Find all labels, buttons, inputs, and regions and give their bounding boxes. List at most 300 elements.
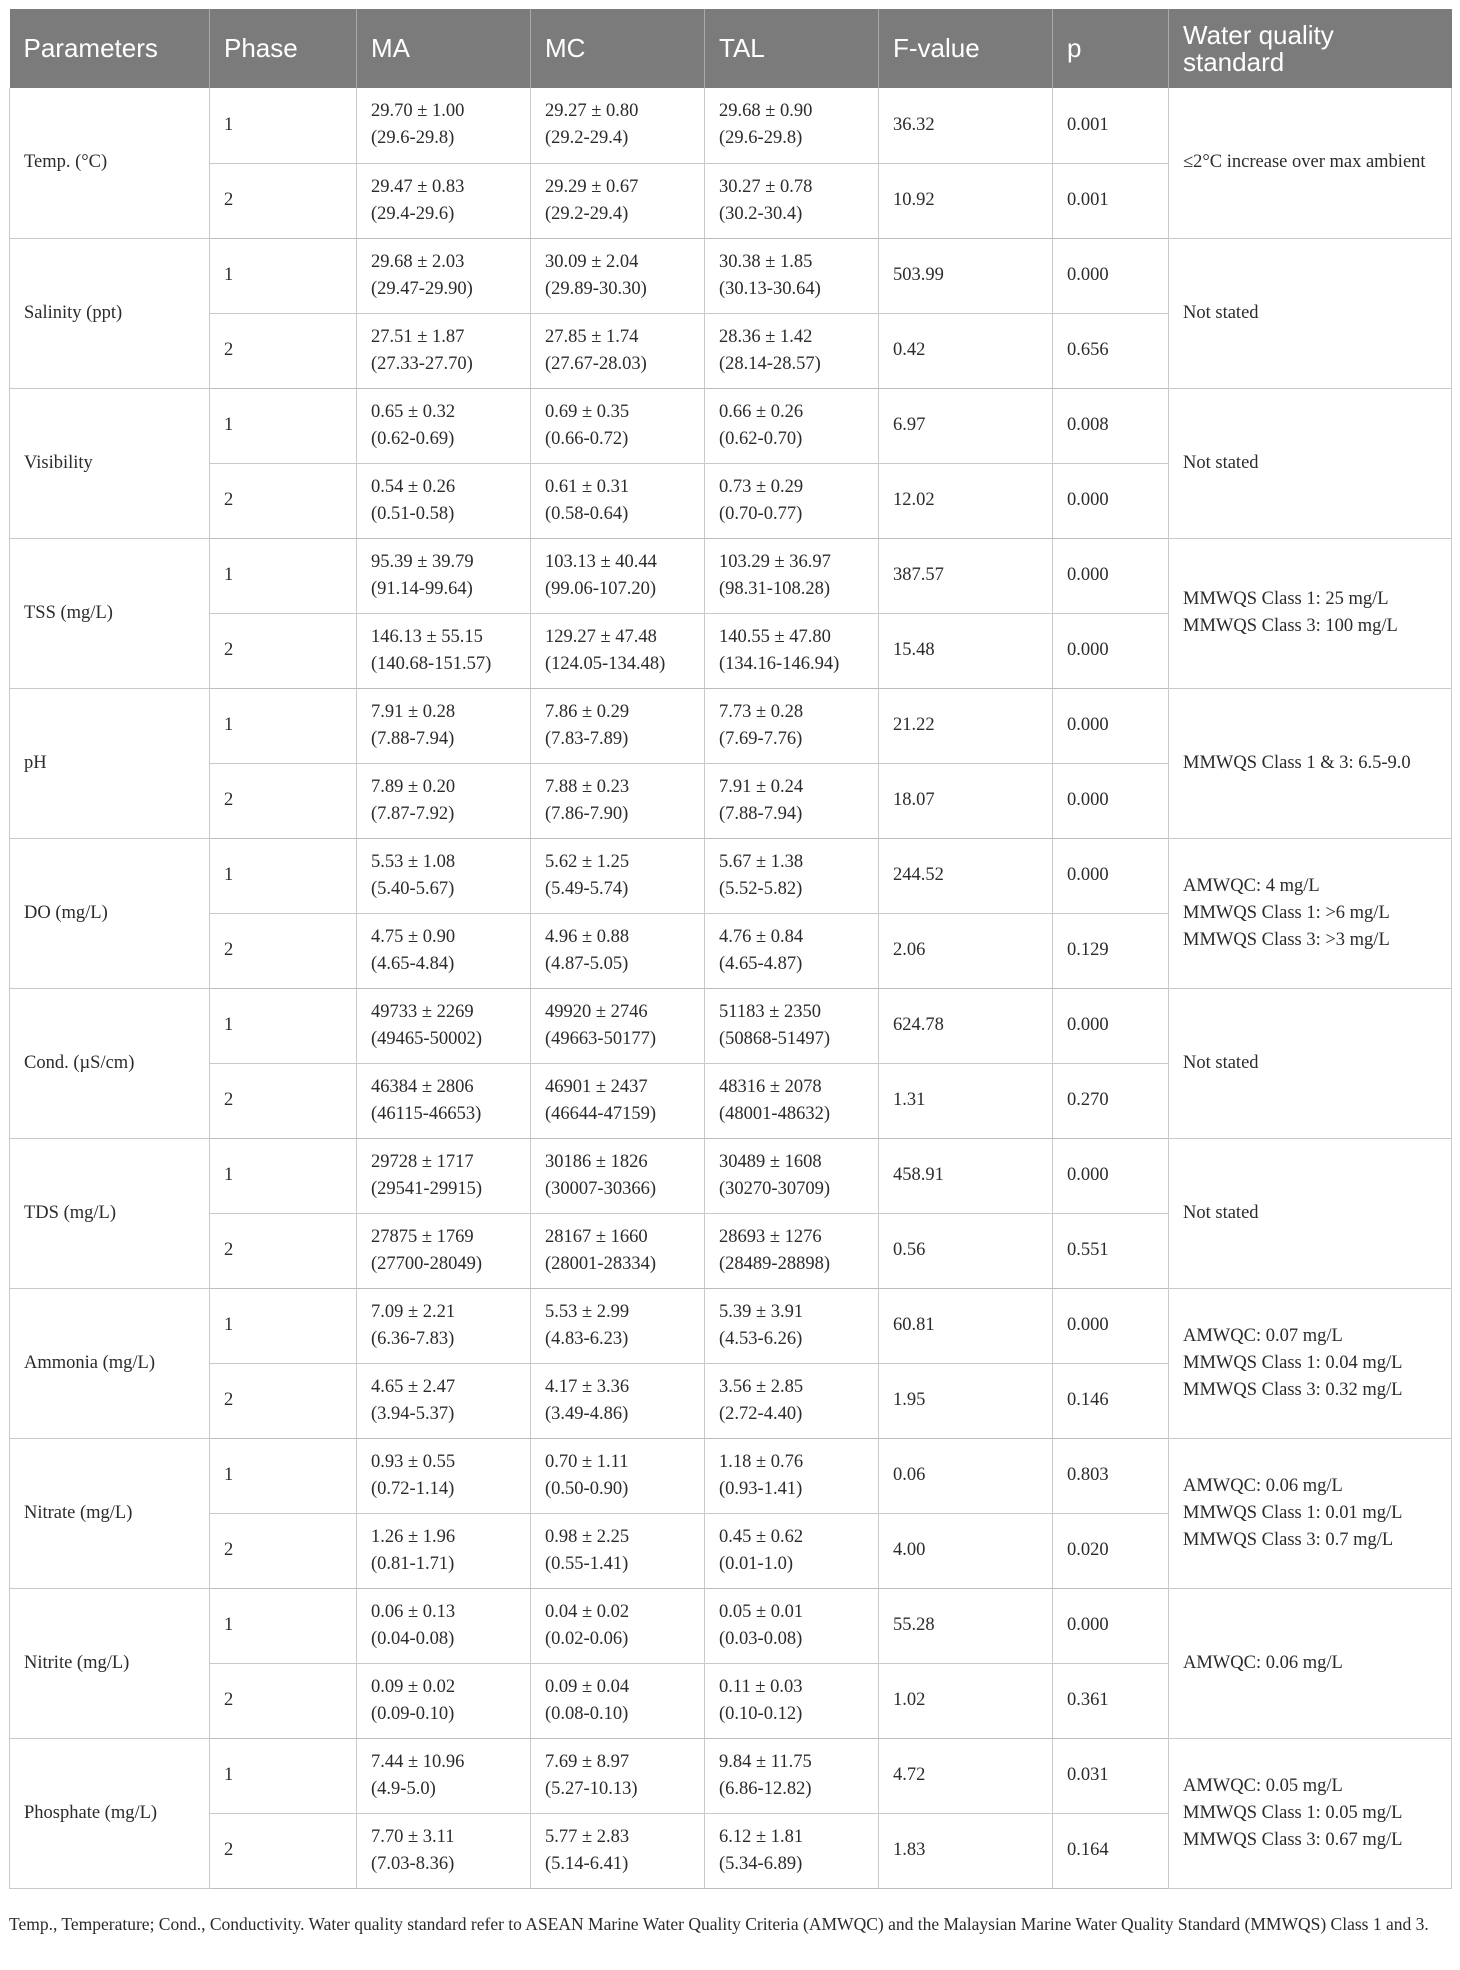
- mean-sd-text: 5.62 ± 1.25: [545, 851, 630, 872]
- standard-line: MMWQS Class 3: 100 mg/L: [1183, 616, 1398, 636]
- confidence-interval-text: (0.10-0.12): [719, 1703, 803, 1724]
- table-row: [10, 388, 1452, 463]
- phase-cell: 1: [210, 1738, 357, 1813]
- confidence-interval-text: (50868-51497): [719, 1028, 830, 1049]
- mean-sd-text: 29.70 ± 1.00: [371, 101, 465, 122]
- table-body: [10, 88, 1452, 1888]
- p-value-cell: 0.000: [1053, 763, 1169, 838]
- water-quality-standard-cell: [1169, 238, 1452, 388]
- standard-line: Not stated: [1183, 302, 1259, 323]
- mc-value-cell: [531, 1213, 705, 1288]
- f-value-cell: 387.57: [879, 538, 1053, 613]
- header-phase: Phase: [210, 9, 357, 88]
- phase-cell: 2: [210, 463, 357, 538]
- mean-sd-text: 0.73 ± 0.29: [719, 476, 804, 497]
- header-p: p: [1053, 9, 1169, 88]
- confidence-interval-text: (28001-28334): [545, 1253, 656, 1274]
- confidence-interval-text: (29.47-29.90): [371, 278, 473, 299]
- header-mc: MC: [531, 9, 705, 88]
- ma-value-cell: [357, 1588, 531, 1663]
- f-value-cell: 18.07: [879, 763, 1053, 838]
- ma-value-cell: [357, 463, 531, 538]
- f-value-cell: 36.32: [879, 88, 1053, 163]
- mc-value-cell: [531, 613, 705, 688]
- mean-sd-text: 29.68 ± 2.03: [371, 251, 465, 272]
- mean-sd-text: 0.06 ± 0.13: [371, 1601, 456, 1622]
- mean-sd-text: 29.47 ± 0.83: [371, 176, 465, 197]
- phase-cell: 2: [210, 163, 357, 238]
- mean-sd-text: 95.39 ± 39.79: [371, 551, 474, 572]
- mc-value-cell: [531, 313, 705, 388]
- mean-sd-text: 4.65 ± 2.47: [371, 1376, 456, 1397]
- confidence-interval-text: (30.13-30.64): [719, 278, 821, 299]
- confidence-interval-text: (29.2-29.4): [545, 128, 629, 149]
- confidence-interval-text: (28.14-28.57): [719, 353, 821, 374]
- tal-value-cell: [705, 988, 879, 1063]
- parameter-name-cell: Ammonia (mg/L): [10, 1288, 210, 1438]
- phase-cell: 2: [210, 1513, 357, 1588]
- phase-cell: 2: [210, 1363, 357, 1438]
- confidence-interval-text: (7.03-8.36): [371, 1853, 455, 1874]
- confidence-interval-text: (29.2-29.4): [545, 203, 629, 224]
- mean-sd-text: 30.27 ± 0.78: [719, 176, 813, 197]
- p-value-cell: 0.164: [1053, 1813, 1169, 1888]
- table-row: [10, 1738, 1452, 1813]
- mean-sd-text: 0.54 ± 0.26: [371, 476, 456, 497]
- confidence-interval-text: (7.88-7.94): [371, 728, 455, 749]
- confidence-interval-text: (5.49-5.74): [545, 878, 629, 899]
- mc-value-cell: [531, 988, 705, 1063]
- water-quality-standard-cell: [1169, 988, 1452, 1138]
- confidence-interval-text: (0.70-0.77): [719, 503, 803, 524]
- mean-sd-text: 1.26 ± 1.96: [371, 1526, 456, 1547]
- confidence-interval-text: (30.2-30.4): [719, 203, 803, 224]
- standard-line: MMWQS Class 3: >3 mg/L: [1183, 929, 1390, 950]
- mean-sd-text: 29.29 ± 0.67: [545, 176, 639, 197]
- table-row: [10, 1138, 1452, 1213]
- mean-sd-text: 1.18 ± 0.76: [719, 1451, 804, 1472]
- ma-value-cell: [357, 1813, 531, 1888]
- mean-sd-text: 0.69 ± 0.35: [545, 401, 630, 422]
- water-quality-standard-cell: [1169, 1588, 1452, 1738]
- phase-cell: 2: [210, 763, 357, 838]
- table-row: [10, 238, 1452, 313]
- mean-sd-text: 27875 ± 1769: [371, 1226, 474, 1247]
- mc-value-cell: [531, 88, 705, 163]
- mean-sd-text: 103.29 ± 36.97: [719, 551, 831, 572]
- mean-sd-text: 28.36 ± 1.42: [719, 326, 813, 347]
- standard-line: AMWQC: 0.07 mg/L: [1183, 1325, 1343, 1346]
- parameter-name-cell: TSS (mg/L): [10, 538, 210, 688]
- parameter-name-cell: Cond. (µS/cm): [10, 988, 210, 1138]
- confidence-interval-text: (0.55-1.41): [545, 1553, 629, 1574]
- f-value-cell: 4.00: [879, 1513, 1053, 1588]
- confidence-interval-text: (29.6-29.8): [371, 128, 455, 149]
- ma-value-cell: [357, 238, 531, 313]
- confidence-interval-text: (5.52-5.82): [719, 878, 803, 899]
- confidence-interval-text: (5.34-6.89): [719, 1853, 803, 1874]
- confidence-interval-text: (30270-30709): [719, 1178, 830, 1199]
- mean-sd-text: 0.66 ± 0.26: [719, 401, 804, 422]
- tal-value-cell: [705, 763, 879, 838]
- confidence-interval-text: (29.4-29.6): [371, 203, 455, 224]
- f-value-cell: 624.78: [879, 988, 1053, 1063]
- ma-value-cell: [357, 163, 531, 238]
- standard-line: Not stated: [1183, 1202, 1259, 1223]
- confidence-interval-text: (29541-29915): [371, 1178, 482, 1199]
- phase-cell: 1: [210, 1288, 357, 1363]
- ma-value-cell: [357, 1213, 531, 1288]
- parameter-name-cell: Nitrite (mg/L): [10, 1588, 210, 1738]
- f-value-cell: 0.42: [879, 313, 1053, 388]
- phase-cell: 2: [210, 1663, 357, 1738]
- water-quality-standard-cell: [1169, 1288, 1452, 1438]
- p-value-cell: 0.000: [1053, 988, 1169, 1063]
- tal-value-cell: [705, 1738, 879, 1813]
- mean-sd-text: 6.12 ± 1.81: [719, 1826, 804, 1847]
- ma-value-cell: [357, 538, 531, 613]
- mean-sd-text: 5.77 ± 2.83: [545, 1826, 630, 1847]
- confidence-interval-text: (0.62-0.69): [371, 428, 455, 449]
- mean-sd-text: 29.27 ± 0.80: [545, 101, 639, 122]
- confidence-interval-text: (6.36-7.83): [371, 1328, 455, 1349]
- standard-line: MMWQS Class 1: 0.01 mg/L: [1183, 1502, 1403, 1523]
- standard-line: MMWQS Class 1: 25 mg/L: [1183, 589, 1389, 609]
- tal-value-cell: [705, 313, 879, 388]
- header-water-quality-standard: Water quality standard: [1169, 9, 1452, 88]
- table-row: [10, 538, 1452, 613]
- mean-sd-text: 0.05 ± 0.01: [719, 1601, 804, 1622]
- phase-cell: 2: [210, 913, 357, 988]
- mc-value-cell: [531, 1363, 705, 1438]
- confidence-interval-text: (7.87-7.92): [371, 803, 455, 824]
- confidence-interval-text: (0.03-0.08): [719, 1628, 803, 1649]
- header-ma: MA: [357, 9, 531, 88]
- f-value-cell: 12.02: [879, 463, 1053, 538]
- phase-cell: 1: [210, 1438, 357, 1513]
- confidence-interval-text: (4.65-4.84): [371, 953, 455, 974]
- water-quality-standard-cell: [1169, 838, 1452, 988]
- table-row: [10, 1288, 1452, 1363]
- confidence-interval-text: (46115-46653): [371, 1103, 482, 1124]
- tal-value-cell: [705, 88, 879, 163]
- confidence-interval-text: (7.88-7.94): [719, 803, 803, 824]
- tal-value-cell: [705, 1663, 879, 1738]
- p-value-cell: 0.000: [1053, 688, 1169, 763]
- phase-cell: 2: [210, 1063, 357, 1138]
- f-value-cell: 2.06: [879, 913, 1053, 988]
- confidence-interval-text: (0.08-0.10): [545, 1703, 629, 1724]
- confidence-interval-text: (27700-28049): [371, 1253, 482, 1274]
- mc-value-cell: [531, 1288, 705, 1363]
- tal-value-cell: [705, 613, 879, 688]
- mean-sd-text: 0.09 ± 0.02: [371, 1676, 456, 1697]
- table-row: [10, 838, 1452, 913]
- ma-value-cell: [357, 1663, 531, 1738]
- parameter-name-cell: pH: [10, 688, 210, 838]
- p-value-cell: 0.656: [1053, 313, 1169, 388]
- confidence-interval-text: (0.62-0.70): [719, 428, 803, 449]
- p-value-cell: 0.000: [1053, 613, 1169, 688]
- confidence-interval-text: (2.72-4.40): [719, 1403, 803, 1424]
- tal-value-cell: [705, 838, 879, 913]
- f-value-cell: 1.95: [879, 1363, 1053, 1438]
- tal-value-cell: [705, 1813, 879, 1888]
- mean-sd-text: 0.93 ± 0.55: [371, 1451, 456, 1472]
- ma-value-cell: [357, 1438, 531, 1513]
- confidence-interval-text: (30007-30366): [545, 1178, 656, 1199]
- tal-value-cell: [705, 388, 879, 463]
- ma-value-cell: [357, 763, 531, 838]
- mc-value-cell: [531, 238, 705, 313]
- mean-sd-text: 0.09 ± 0.04: [545, 1676, 630, 1697]
- f-value-cell: 55.28: [879, 1588, 1053, 1663]
- ma-value-cell: [357, 1513, 531, 1588]
- mc-value-cell: [531, 1438, 705, 1513]
- standard-line: MMWQS Class 1: >6 mg/L: [1183, 902, 1390, 923]
- p-value-cell: 0.000: [1053, 538, 1169, 613]
- confidence-interval-text: (0.66-0.72): [545, 428, 629, 449]
- mean-sd-text: 9.84 ± 11.75: [719, 1751, 812, 1772]
- tal-value-cell: [705, 1513, 879, 1588]
- standard-line: Not stated: [1183, 452, 1259, 473]
- mc-value-cell: [531, 1063, 705, 1138]
- mean-sd-text: 5.53 ± 2.99: [545, 1301, 630, 1322]
- mean-sd-text: 30489 ± 1608: [719, 1151, 822, 1172]
- f-value-cell: 21.22: [879, 688, 1053, 763]
- mean-sd-text: 27.51 ± 1.87: [371, 326, 465, 347]
- mean-sd-text: 28167 ± 1660: [545, 1226, 648, 1247]
- phase-cell: 1: [210, 388, 357, 463]
- mean-sd-text: 4.76 ± 0.84: [719, 926, 804, 947]
- mean-sd-text: 7.89 ± 0.20: [371, 776, 456, 797]
- header-f-value: F-value: [879, 9, 1053, 88]
- phase-cell: 1: [210, 838, 357, 913]
- mean-sd-text: 7.86 ± 0.29: [545, 701, 630, 722]
- confidence-interval-text: (5.40-5.67): [371, 878, 455, 899]
- mc-value-cell: [531, 538, 705, 613]
- confidence-interval-text: (7.83-7.89): [545, 728, 629, 749]
- mean-sd-text: 4.75 ± 0.90: [371, 926, 456, 947]
- standard-line: MMWQS Class 3: 0.67 mg/L: [1183, 1829, 1403, 1850]
- tal-value-cell: [705, 1438, 879, 1513]
- standard-line: MMWQS Class 1: 0.05 mg/L: [1183, 1802, 1403, 1823]
- table-row: [10, 988, 1452, 1063]
- standard-line: AMWQC: 4 mg/L: [1183, 875, 1320, 896]
- water-quality-standard-cell: [1169, 88, 1452, 238]
- mean-sd-text: 51183 ± 2350: [719, 1001, 821, 1022]
- standard-line: MMWQS Class 3: 0.32 mg/L: [1183, 1379, 1403, 1400]
- confidence-interval-text: (48001-48632): [719, 1103, 830, 1124]
- mc-value-cell: [531, 1663, 705, 1738]
- confidence-interval-text: (140.68-151.57): [371, 653, 492, 674]
- mean-sd-text: 0.98 ± 2.25: [545, 1526, 630, 1547]
- ma-value-cell: [357, 613, 531, 688]
- ma-value-cell: [357, 1738, 531, 1813]
- ma-value-cell: [357, 838, 531, 913]
- confidence-interval-text: (0.01-1.0): [719, 1553, 793, 1574]
- f-value-cell: 15.48: [879, 613, 1053, 688]
- mc-value-cell: [531, 1138, 705, 1213]
- p-value-cell: 0.129: [1053, 913, 1169, 988]
- confidence-interval-text: (91.14-99.64): [371, 578, 473, 599]
- mean-sd-text: 30.38 ± 1.85: [719, 251, 813, 272]
- tal-value-cell: [705, 1288, 879, 1363]
- f-value-cell: 10.92: [879, 163, 1053, 238]
- ma-value-cell: [357, 913, 531, 988]
- table-footnote: Temp., Temperature; Cond., Conductivity. Water quality standard refer to ASEAN Marine Water Quality Criteria (AMWQC) and the Malaysian Marine Water Quality Standard (MMWQS) Class 1 and 3.: [9, 1914, 1429, 1934]
- ma-value-cell: [357, 1363, 531, 1438]
- p-value-cell: 0.031: [1053, 1738, 1169, 1813]
- mean-sd-text: 29.68 ± 0.90: [719, 101, 813, 122]
- mean-sd-text: 7.91 ± 0.28: [371, 701, 456, 722]
- table-row: [10, 688, 1452, 763]
- mean-sd-text: 7.09 ± 2.21: [371, 1301, 456, 1322]
- mean-sd-text: 28693 ± 1276: [719, 1226, 822, 1247]
- mc-value-cell: [531, 838, 705, 913]
- confidence-interval-text: (3.94-5.37): [371, 1403, 455, 1424]
- header-parameters: Parameters: [10, 9, 210, 88]
- phase-cell: 1: [210, 1588, 357, 1663]
- mean-sd-text: 7.70 ± 3.11: [371, 1826, 455, 1847]
- mean-sd-text: 0.04 ± 0.02: [545, 1601, 630, 1622]
- confidence-interval-text: (98.31-108.28): [719, 578, 830, 599]
- f-value-cell: 1.02: [879, 1663, 1053, 1738]
- mean-sd-text: 0.70 ± 1.11: [545, 1451, 629, 1472]
- p-value-cell: 0.000: [1053, 838, 1169, 913]
- mean-sd-text: 48316 ± 2078: [719, 1076, 822, 1097]
- confidence-interval-text: (3.49-4.86): [545, 1403, 629, 1424]
- mean-sd-text: 129.27 ± 47.48: [545, 626, 657, 647]
- confidence-interval-text: (0.04-0.08): [371, 1628, 455, 1649]
- phase-cell: 1: [210, 238, 357, 313]
- phase-cell: 1: [210, 688, 357, 763]
- p-value-cell: 0.146: [1053, 1363, 1169, 1438]
- confidence-interval-text: (7.86-7.90): [545, 803, 629, 824]
- ma-value-cell: [357, 388, 531, 463]
- confidence-interval-text: (28489-28898): [719, 1253, 830, 1274]
- table-row: [10, 1588, 1452, 1663]
- mean-sd-text: 7.91 ± 0.24: [719, 776, 804, 797]
- ma-value-cell: [357, 1063, 531, 1138]
- mc-value-cell: [531, 1738, 705, 1813]
- p-value-cell: 0.001: [1053, 88, 1169, 163]
- phase-cell: 2: [210, 313, 357, 388]
- confidence-interval-text: (0.50-0.90): [545, 1478, 629, 1499]
- parameter-name-cell: DO (mg/L): [10, 838, 210, 988]
- confidence-interval-text: (99.06-107.20): [545, 578, 656, 599]
- standard-line: MMWQS Class 1 & 3: 6.5-9.0: [1183, 752, 1411, 773]
- ma-value-cell: [357, 988, 531, 1063]
- confidence-interval-text: (0.51-0.58): [371, 503, 455, 524]
- tal-value-cell: [705, 1138, 879, 1213]
- confidence-interval-text: (29.89-30.30): [545, 278, 647, 299]
- confidence-interval-text: (0.02-0.06): [545, 1628, 629, 1649]
- p-value-cell: 0.000: [1053, 463, 1169, 538]
- confidence-interval-text: (4.87-5.05): [545, 953, 629, 974]
- f-value-cell: 4.72: [879, 1738, 1053, 1813]
- standard-line: ≤2°C increase over max ambient: [1183, 152, 1426, 173]
- confidence-interval-text: (7.69-7.76): [719, 728, 803, 749]
- ma-value-cell: [357, 1138, 531, 1213]
- mean-sd-text: 146.13 ± 55.15: [371, 626, 483, 647]
- confidence-interval-text: (27.33-27.70): [371, 353, 473, 374]
- confidence-interval-text: (0.81-1.71): [371, 1553, 455, 1574]
- mc-value-cell: [531, 463, 705, 538]
- standard-line: AMWQC: 0.06 mg/L: [1183, 1475, 1343, 1496]
- mean-sd-text: 0.11 ± 0.03: [719, 1676, 803, 1697]
- ma-value-cell: [357, 313, 531, 388]
- confidence-interval-text: (5.27-10.13): [545, 1778, 638, 1799]
- header-tal: TAL: [705, 9, 879, 88]
- tal-value-cell: [705, 1063, 879, 1138]
- p-value-cell: 0.000: [1053, 1138, 1169, 1213]
- mean-sd-text: 3.56 ± 2.85: [719, 1376, 804, 1397]
- phase-cell: 1: [210, 988, 357, 1063]
- p-value-cell: 0.008: [1053, 388, 1169, 463]
- mean-sd-text: 30.09 ± 2.04: [545, 251, 639, 272]
- tal-value-cell: [705, 1588, 879, 1663]
- p-value-cell: 0.803: [1053, 1438, 1169, 1513]
- parameter-name-cell: Temp. (°C): [10, 88, 210, 238]
- confidence-interval-text: (49663-50177): [545, 1028, 656, 1049]
- p-value-cell: 0.000: [1053, 1288, 1169, 1363]
- confidence-interval-text: (49465-50002): [371, 1028, 482, 1049]
- water-quality-standard-cell: [1169, 1738, 1452, 1888]
- f-value-cell: 6.97: [879, 388, 1053, 463]
- tal-value-cell: [705, 238, 879, 313]
- p-value-cell: 0.000: [1053, 238, 1169, 313]
- f-value-cell: 1.31: [879, 1063, 1053, 1138]
- mc-value-cell: [531, 913, 705, 988]
- mean-sd-text: 103.13 ± 40.44: [545, 551, 657, 572]
- water-quality-standard-cell: [1169, 538, 1452, 688]
- tal-value-cell: [705, 538, 879, 613]
- p-value-cell: 0.361: [1053, 1663, 1169, 1738]
- f-value-cell: 60.81: [879, 1288, 1053, 1363]
- table-header-row: [10, 9, 1452, 88]
- water-quality-standard-cell: [1169, 388, 1452, 538]
- mean-sd-text: 30186 ± 1826: [545, 1151, 648, 1172]
- confidence-interval-text: (27.67-28.03): [545, 353, 647, 374]
- p-value-cell: 0.001: [1053, 163, 1169, 238]
- mean-sd-text: 0.65 ± 0.32: [371, 401, 456, 422]
- mean-sd-text: 46901 ± 2437: [545, 1076, 648, 1097]
- mean-sd-text: 7.88 ± 0.23: [545, 776, 630, 797]
- tal-value-cell: [705, 913, 879, 988]
- confidence-interval-text: (0.72-1.14): [371, 1478, 455, 1499]
- standard-line: AMWQC: 0.05 mg/L: [1183, 1775, 1343, 1796]
- mean-sd-text: 0.61 ± 0.31: [545, 476, 630, 497]
- water-quality-standard-cell: [1169, 1438, 1452, 1588]
- mean-sd-text: 5.39 ± 3.91: [719, 1301, 804, 1322]
- standard-line: Not stated: [1183, 1052, 1259, 1073]
- water-quality-standard-cell: [1169, 1138, 1452, 1288]
- confidence-interval-text: (134.16-146.94): [719, 653, 840, 674]
- mc-value-cell: [531, 1588, 705, 1663]
- p-value-cell: 0.020: [1053, 1513, 1169, 1588]
- f-value-cell: 1.83: [879, 1813, 1053, 1888]
- mean-sd-text: 0.45 ± 0.62: [719, 1526, 804, 1547]
- f-value-cell: 458.91: [879, 1138, 1053, 1213]
- p-value-cell: 0.551: [1053, 1213, 1169, 1288]
- parameter-name-cell: Nitrate (mg/L): [10, 1438, 210, 1588]
- table-row: [10, 88, 1452, 163]
- tal-value-cell: [705, 688, 879, 763]
- phase-cell: 1: [210, 88, 357, 163]
- parameter-name-cell: Visibility: [10, 388, 210, 538]
- mean-sd-text: 5.53 ± 1.08: [371, 851, 456, 872]
